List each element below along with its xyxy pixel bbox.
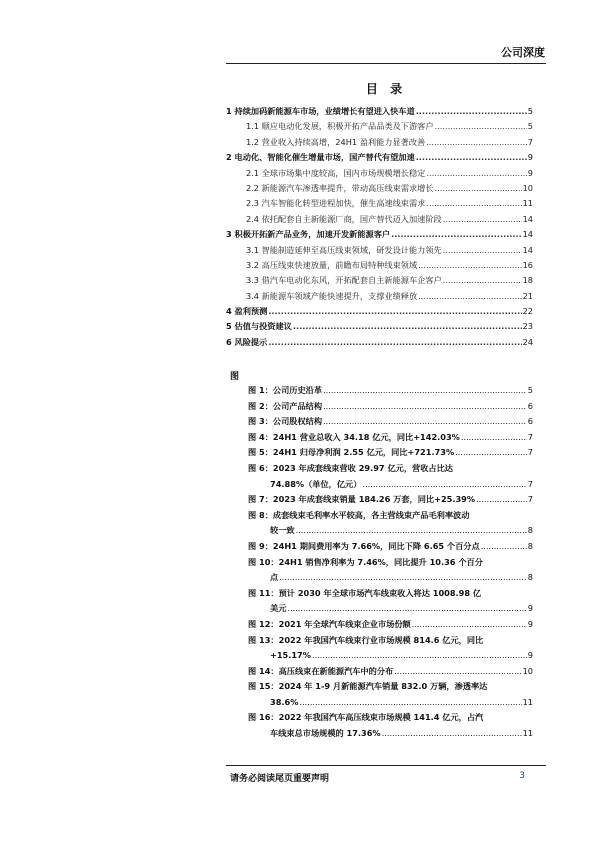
toc-subsection-entry[interactable] bbox=[226, 212, 533, 227]
figure-caption-line: 车线束总市场规模的 17.36% bbox=[270, 728, 381, 739]
figure-leader-dots bbox=[296, 523, 527, 539]
figure-leader-dots bbox=[287, 601, 526, 617]
toc-leader-dots bbox=[418, 289, 521, 304]
figure-caption-line: 图 6：2023 年成套线束营收 29.97 亿元，营收占比达 bbox=[248, 462, 453, 473]
toc-entry-page: 5 bbox=[527, 121, 533, 132]
figure-caption-line: 图 1：公司历史沿革 bbox=[248, 385, 323, 395]
figure-caption-line: +15.17% bbox=[270, 650, 311, 661]
figure-page: 7 bbox=[527, 494, 533, 505]
figure-page: 7 bbox=[527, 431, 533, 442]
figure-caption-line: 图 9：24H1 期间费用率为 7.66%，同比下降 6.65 个百分点 bbox=[248, 540, 480, 551]
toc-leader-dots bbox=[391, 227, 521, 242]
figure-caption-line: 图 7：2023 年成套线束销量 184.26 万套，同比+25.39% bbox=[248, 494, 476, 505]
toc-entry-label: 4 盈利预测 bbox=[226, 306, 268, 317]
toc-entry-label: 5 估值与投资建议 bbox=[226, 321, 292, 332]
figure-leader-dots bbox=[323, 383, 527, 399]
toc-section-entry[interactable] bbox=[226, 304, 533, 319]
toc-entry-page: 7 bbox=[527, 136, 533, 147]
toc-entry-page: 22 bbox=[522, 306, 533, 317]
figure-caption-line: 图 15：2024 年 1-9 月新能源汽车销量 832.0 万辆，渗透率达 bbox=[248, 681, 488, 692]
figure-list-item[interactable] bbox=[248, 399, 533, 415]
toc-section-entry[interactable] bbox=[226, 104, 533, 119]
toc-entry-page: 23 bbox=[522, 321, 533, 332]
toc-entry-label: 3 积极开拓新产品业务，加速开发新能源客户 bbox=[226, 229, 391, 240]
figure-leader-dots bbox=[455, 445, 527, 461]
toc-entry-page: 24 bbox=[522, 336, 533, 347]
figure-list-item[interactable] bbox=[248, 539, 533, 555]
figure-caption-line: 38.6% bbox=[270, 696, 299, 707]
toc-entry-page: 11 bbox=[522, 198, 533, 209]
figure-caption-line: 图 12：2021 年全球汽车线束企业市场份额 bbox=[248, 618, 411, 629]
toc-section-entry[interactable] bbox=[226, 319, 533, 334]
toc-leader-dots bbox=[293, 319, 522, 334]
toc-entry-page: 21 bbox=[522, 290, 533, 301]
toc-entry-label: 3.3 借汽车电动化东风，开拓配套自主新能源车企客户 bbox=[246, 275, 442, 286]
figure-page: 9 bbox=[527, 603, 533, 614]
toc-leader-dots bbox=[443, 273, 522, 288]
figure-list-heading: 图 bbox=[230, 372, 240, 382]
figure-list-item[interactable] bbox=[248, 492, 533, 508]
figure-page: 8 bbox=[527, 540, 533, 551]
toc-subsection-entry[interactable] bbox=[226, 135, 533, 150]
footer-rule bbox=[226, 765, 546, 766]
figure-caption-line: 图 13：2022 年我国汽车线束行业市场规模 814.6 亿元，同比 bbox=[248, 634, 484, 645]
toc-list bbox=[226, 104, 533, 350]
figure-list-item[interactable] bbox=[248, 679, 533, 710]
figure-leader-dots bbox=[476, 492, 527, 508]
toc-subsection-entry[interactable] bbox=[226, 166, 533, 181]
figure-leader-dots bbox=[382, 726, 522, 742]
toc-entry-page: 14 bbox=[522, 229, 533, 240]
figure-caption-line: 图 3：公司股权结构 bbox=[248, 416, 323, 427]
toc-section-entry[interactable] bbox=[226, 335, 533, 350]
toc-leader-dots bbox=[268, 304, 521, 319]
header-rule bbox=[226, 63, 546, 64]
figure-caption-line: 图 4：24H1 营业总收入 34.18 亿元，同比+142.03% bbox=[248, 431, 460, 442]
figure-caption-line: 图 5：24H1 归母净利润 2.55 亿元，同比+721.73% bbox=[248, 447, 455, 458]
figure-list-item[interactable] bbox=[248, 445, 533, 461]
toc-leader-dots bbox=[443, 243, 522, 258]
figure-page: 6 bbox=[527, 400, 533, 411]
figure-list-item[interactable] bbox=[248, 633, 533, 664]
toc-entry-page: 14 bbox=[522, 244, 533, 255]
figure-caption-line: 74.88%（单位，亿元） bbox=[270, 478, 362, 489]
toc-leader-dots bbox=[426, 135, 527, 150]
figure-list-item[interactable] bbox=[248, 461, 533, 492]
toc-entry-page: 9 bbox=[527, 167, 533, 178]
toc-entry-label: 2.3 汽车智能化转型进程加快，催生高速线束需求 bbox=[246, 198, 426, 209]
toc-entry-label: 1 持续加码新能源车市场，业绩增长有望进入快车道 bbox=[226, 106, 415, 116]
figure-leader-dots bbox=[312, 648, 527, 664]
figure-leader-dots bbox=[323, 399, 527, 415]
figure-caption-line: 图 8：成套线束毛利率水平较高，各主营线束产品毛利率波动 bbox=[248, 509, 470, 520]
figure-leader-dots bbox=[323, 414, 527, 430]
figure-page: 7 bbox=[527, 478, 533, 489]
figure-page: 11 bbox=[522, 728, 533, 739]
toc-entry-label: 3.4 新能源车领域产能快速提升，支撑业绩释放 bbox=[246, 290, 418, 301]
toc-section-entry[interactable] bbox=[226, 150, 533, 165]
toc-title: 目 录 bbox=[365, 82, 407, 96]
toc-entry-page: 10 bbox=[522, 182, 533, 193]
toc-entry-page: 9 bbox=[527, 152, 533, 163]
figure-page: 9 bbox=[527, 650, 533, 661]
toc-leader-dots bbox=[426, 196, 521, 211]
figure-caption-line: 图 10：24H1 销售净利率为 7.46%，同比提升 10.36 个百分 bbox=[248, 556, 483, 567]
figure-page: 10 bbox=[522, 665, 533, 676]
toc-entry-page: 5 bbox=[527, 106, 533, 116]
figure-list-item[interactable] bbox=[248, 414, 533, 430]
toc-subsection-entry[interactable] bbox=[226, 258, 533, 273]
toc-subsection-entry[interactable] bbox=[226, 181, 533, 196]
figure-leader-dots bbox=[279, 570, 527, 586]
figure-page: 7 bbox=[527, 447, 533, 458]
page-number: 3 bbox=[519, 771, 525, 781]
figure-caption-line: 图 16：2022 年我国汽车高压线束市场规模 141.4 亿元，占汽 bbox=[248, 712, 484, 723]
toc-entry-page: 16 bbox=[522, 259, 533, 270]
figure-leader-dots bbox=[461, 430, 527, 446]
figure-caption-line: 点 bbox=[270, 572, 279, 583]
figure-page: 6 bbox=[527, 416, 533, 427]
figure-leader-dots bbox=[299, 695, 521, 711]
figure-list-item[interactable] bbox=[248, 430, 533, 446]
figure-leader-dots bbox=[362, 477, 526, 493]
figure-list-item[interactable] bbox=[248, 710, 533, 741]
figure-leader-dots bbox=[412, 617, 527, 633]
toc-leader-dots bbox=[416, 150, 527, 165]
toc-entry-label: 2.1 全球市场集中度较高，国内市场规模增长稳定 bbox=[246, 167, 426, 178]
figure-list-item[interactable] bbox=[248, 508, 533, 539]
figure-page: 11 bbox=[522, 696, 533, 707]
toc-entry-label: 1.1 顺应电动化发展，积极开拓产品品类及下游客户 bbox=[246, 121, 434, 132]
toc-entry-label: 3.2 高压线束快速放量，前瞻布局特种线束领域 bbox=[246, 259, 418, 270]
footer-disclaimer-note: 请务必阅读尾页重要声明 bbox=[230, 774, 330, 784]
toc-leader-dots bbox=[443, 212, 522, 227]
toc-entry-page: 14 bbox=[522, 213, 533, 224]
toc-entry-page: 18 bbox=[522, 275, 533, 286]
toc-leader-dots bbox=[416, 104, 527, 119]
figure-leader-dots bbox=[481, 539, 527, 555]
figure-caption-line: 图 11：预计 2030 年全球市场汽车线束收入将达 1008.98 亿 bbox=[248, 587, 482, 598]
figure-list bbox=[248, 383, 533, 742]
figure-page: 8 bbox=[527, 525, 533, 536]
figure-caption-line: 美元 bbox=[270, 603, 287, 614]
figure-caption-line: 图 14：高压线束在新能源汽车中的分布 bbox=[248, 665, 394, 676]
toc-entry-label: 2 电动化、智能化催生增量市场，国产替代有望加速 bbox=[226, 152, 415, 163]
toc-entry-label: 6 风险提示 bbox=[226, 336, 268, 347]
figure-list-item[interactable] bbox=[248, 664, 533, 680]
toc-subsection-entry[interactable] bbox=[226, 289, 533, 304]
toc-leader-dots bbox=[435, 119, 527, 134]
toc-entry-label: 1.2 营业收入持续高增，24H1 盈利能力显著改善 bbox=[246, 136, 426, 147]
toc-entry-label: 2.2 新能源汽车渗透率提升，带动高压线束需求增长 bbox=[246, 182, 434, 193]
toc-subsection-entry[interactable] bbox=[226, 196, 533, 211]
figure-caption-line: 较一致 bbox=[270, 525, 295, 536]
toc-subsection-entry[interactable] bbox=[226, 119, 533, 134]
figure-list-item[interactable] bbox=[248, 383, 533, 399]
toc-entry-label: 3.1 智能制造延伸至高压线束领域，研发设计能力领先 bbox=[246, 244, 442, 255]
figure-list-item[interactable] bbox=[248, 586, 533, 617]
toc-entry-label: 2.4 依托配套自主新能源厂商，国产替代迈入加速阶段 bbox=[246, 213, 442, 224]
toc-leader-dots bbox=[418, 258, 521, 273]
toc-subsection-entry[interactable] bbox=[226, 273, 533, 288]
figure-list-item[interactable] bbox=[248, 617, 533, 633]
toc-leader-dots bbox=[268, 335, 521, 350]
toc-subsection-entry[interactable] bbox=[226, 243, 533, 258]
toc-leader-dots bbox=[426, 166, 526, 181]
toc-section-entry[interactable] bbox=[226, 227, 533, 242]
figure-caption-line: 图 2：公司产品结构 bbox=[248, 400, 323, 411]
figure-list-item[interactable] bbox=[248, 555, 533, 586]
toc-leader-dots bbox=[435, 181, 522, 196]
figure-page: 9 bbox=[527, 618, 533, 629]
header-brand: 公司深度 bbox=[501, 46, 545, 59]
figure-page: 8 bbox=[527, 572, 533, 583]
figure-leader-dots bbox=[394, 664, 521, 680]
figure-page: 5 bbox=[527, 385, 533, 395]
